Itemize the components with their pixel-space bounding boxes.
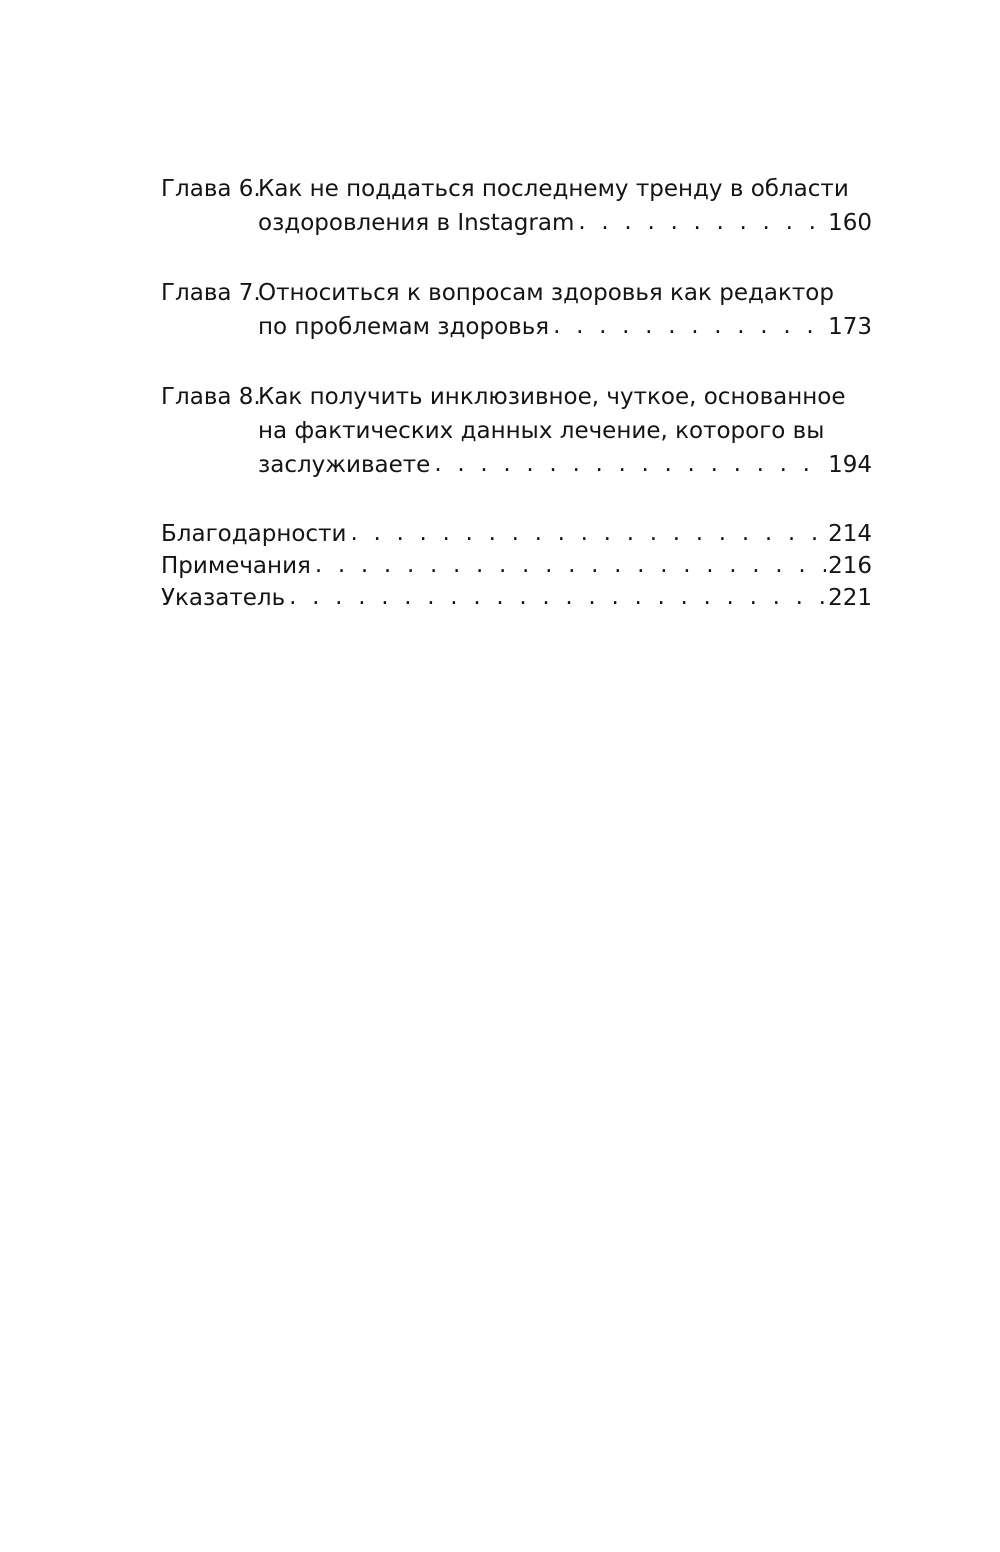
toc-entry-notes[interactable]: [161, 550, 872, 582]
chapter-title-last-line: [258, 448, 872, 482]
dot-leader: [315, 549, 826, 581]
chapter-number: Глава 8.: [161, 384, 261, 410]
toc-entry-index[interactable]: [161, 582, 872, 614]
table-of-contents: [161, 172, 872, 614]
toc-chapter-8[interactable]: [161, 380, 872, 482]
chapter-title-line: Относиться к вопросам здоровья как редактор: [258, 280, 834, 306]
page-number: 173: [828, 314, 872, 340]
chapter-title-line: заслуживаете: [258, 452, 431, 478]
dot-leader: [289, 581, 826, 613]
dot-leader: [350, 517, 826, 549]
toc-entry-acknowledgements[interactable]: [161, 518, 872, 550]
chapter-title-line: по проблемам здоровья: [258, 314, 550, 340]
toc-backmatter: [161, 518, 872, 614]
page-number: 160: [828, 210, 872, 236]
page-number: 194: [828, 452, 872, 478]
chapter-title-line: на фактических данных лечение, которого вы: [258, 418, 825, 444]
page-number: 214: [828, 521, 872, 547]
chapter-title: [258, 172, 872, 240]
chapter-title: [258, 380, 872, 482]
toc-chapter-7[interactable]: [161, 276, 872, 344]
chapter-title-line: Как не поддаться последнему тренду в области: [258, 176, 849, 202]
chapter-title: [258, 276, 872, 344]
chapter-number: Глава 6.: [161, 176, 261, 202]
entry-title: Указатель: [161, 585, 286, 611]
page-number: 221: [828, 585, 872, 611]
dot-leader: [553, 309, 826, 343]
dot-leader: [578, 205, 826, 239]
entry-title: Благодарности: [161, 521, 347, 547]
page-number: 216: [828, 553, 872, 579]
chapter-number: Глава 7.: [161, 280, 261, 306]
chapter-title-line: Как получить инклюзивное, чуткое, основанное: [258, 384, 846, 410]
chapter-title-last-line: [258, 206, 872, 240]
dot-leader: [434, 447, 826, 481]
entry-title: Примечания: [161, 553, 311, 579]
chapter-title-line: оздоровления в Instagram: [258, 210, 575, 236]
toc-chapter-6[interactable]: [161, 172, 872, 240]
chapter-title-last-line: [258, 310, 872, 344]
